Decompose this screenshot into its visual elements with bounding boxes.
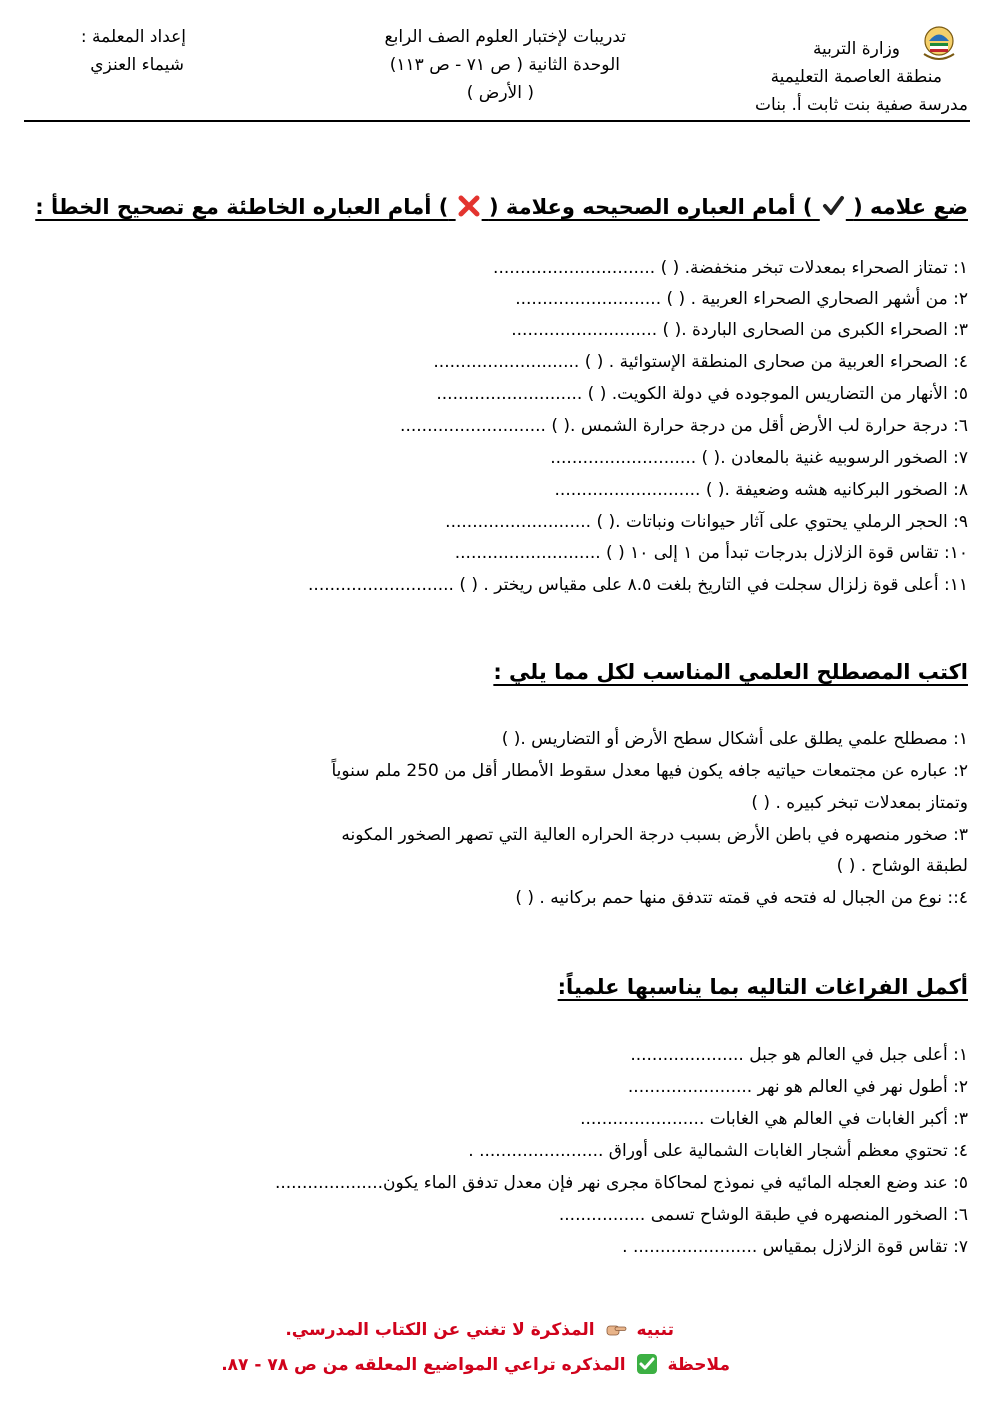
tf-question-10: ١٠: تقاس قوة الزلازل بدرجات تبدأ من ١ إلى ١٠ ( ) ........................... (454, 543, 968, 563)
section3-title: أكمل الفراغات التاليه بما يناسبها علمياً: (557, 975, 968, 999)
term-question-2-cont: وتمتاز بمعدلات تبخر كبيره . ( ) (751, 793, 968, 813)
tf-question-11: ١١: أعلى قوة زلزال سجلت في التاريخ بلغت ٨.٥ على مقياس ريختر . ( ) ........................... (308, 575, 968, 595)
fill-question-4: ٤: تحتوي معظم أشجار الغابات الشمالية على أوراق ....................... . (468, 1141, 968, 1161)
fill-question-1: ١: أعلى جبل في العالم هو جبل ..................... (630, 1045, 968, 1065)
tf-question-7: ٧: الصخور الرسوبيه غنية بالمعادن .( ) ........................... (550, 448, 968, 468)
fill-question-2: ٢: أطول نهر في العالم هو نهر ....................... (627, 1077, 968, 1097)
term-question-4: ٤:: نوع من الجبال له فتحه في قمته تتدفق منها حمم بركانيه . ( ) (515, 888, 968, 908)
term-question-3: ٣: صخور منصهره في باطن الأرض بسبب درجة الحراره العالية التي تصهر الصخور المكونه (341, 825, 968, 845)
footer-warning: تنبيه المذكرة لا تغني عن الكتاب المدرسي. (285, 1320, 674, 1340)
fill-question-5: ٥: عند وضع العجله المائيه في نموذج لمحاكاة مجرى نهر فإن معدل تدفق الماء يكون.................... (274, 1173, 968, 1193)
pointing-hand-icon (605, 1319, 627, 1339)
term-question-1: ١: مصطلح علمي يطلق على أشكال سطح الأرض أو التضاريس .( ) (501, 729, 968, 749)
footer-note: ملاحظة المذكره تراعي المواضيع المعلقه من ص ٧٨ - ٨٧. (221, 1355, 730, 1375)
section2-title: اكتب المصطلح العلمي المناسب لكل مما يلي : (493, 660, 968, 684)
ministry-name: وزارة التربية (812, 39, 900, 59)
section1-title: ضع علامه ( ) أمام العباره الصحيحه وعلامة ( ) أمام العباره الخاطئة مع تصحيح الخطأ : (35, 195, 968, 219)
term-question-2: ٢: عباره عن مجتمعات حياتيه جافه يكون فيها معدل سقوط الأمطار أقل من 250 ملم سنوياً (331, 761, 968, 781)
tf-question-5: ٥: الأنهار من التضاريس الموجوده في دولة الكويت. ( ) ........................... (436, 384, 968, 404)
fill-question-3: ٣: أكبر الغابات في العالم هي الغابات ....................... (580, 1109, 968, 1129)
cross-mark-icon (456, 193, 482, 219)
tf-question-6: ٦: درجة حرارة لب الأرض أقل من درجة حرارة الشمس .( ) ........................... (400, 416, 968, 436)
unit-subject: ( الأرض ) (466, 83, 534, 103)
district-name: منطقة العاصمة التعليمية (770, 67, 942, 87)
teacher-name: شيماء العنزي (90, 55, 184, 75)
header-divider (24, 120, 970, 122)
tf-question-9: ٩: الحجر الرملي يحتوي على آثار حيوانات ونباتات .( ) ........................... (445, 512, 968, 532)
fill-question-7: ٧: تقاس قوة الزلازل بمقياس ....................... . (622, 1237, 968, 1257)
ministry-emblem-icon (920, 24, 958, 64)
fill-question-6: ٦: الصخور المنصهره في طبقة الوشاح تسمى ................ (558, 1205, 968, 1225)
tf-question-4: ٤: الصحراء العربية من صحارى المنطقة الإستوائية . ( ) ........................... (433, 352, 968, 372)
check-mark-icon (820, 193, 846, 219)
school-name: مدرسة صفية بنت ثابت أ. بنات (755, 95, 968, 115)
tf-question-8: ٨: الصخور البركانيه هشه وضعيفة .( ) ........................... (554, 480, 968, 500)
tf-question-2: ٢: من أشهر الصحاري الصحراء العربية . ( ) ........................... (515, 289, 968, 309)
teacher-label: إعداد المعلمة : (80, 27, 186, 47)
exam-title: تدريبات لإختبار العلوم الصف الرابع (384, 27, 626, 47)
tf-question-1: ١: تمتاز الصحراء بمعدلات تبخر منخفضة. ( ) .............................. (493, 258, 968, 278)
tf-question-3: ٣: الصحراء الكبرى من الصحارى الباردة .( ) ........................... (511, 320, 968, 340)
term-question-3-cont: لطبقة الوشاح . ( ) (836, 856, 968, 876)
unit-title: الوحدة الثانية ( ص ٧١ - ص ١١٣) (389, 55, 620, 75)
green-check-icon (636, 1354, 658, 1374)
